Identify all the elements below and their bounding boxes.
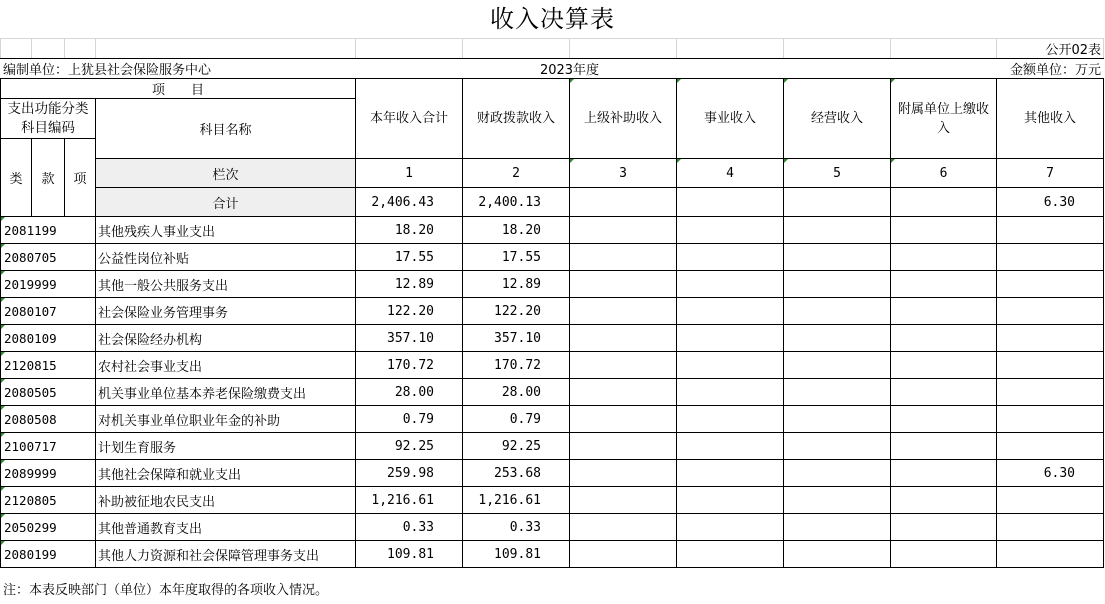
amount-cell: 122.20: [356, 298, 463, 325]
subject-name-header: 科目名称: [96, 99, 356, 159]
amount-cell: [677, 514, 784, 541]
amount-cell: [891, 298, 997, 325]
col-header-2: 财政拨款收入: [463, 79, 570, 159]
subject-code: 2100717: [1, 433, 96, 460]
amount-cell: [784, 514, 891, 541]
table-row: [1, 379, 1104, 406]
report-code: 公开02表: [997, 39, 1104, 59]
amount-cell: [570, 379, 677, 406]
subject-name: 社会保险业务管理事务: [96, 298, 356, 325]
amount-cell: [570, 271, 677, 298]
amount-cell: [891, 460, 997, 487]
amount-cell: [997, 379, 1104, 406]
amount-cell: 92.25: [356, 433, 463, 460]
amount-cell: [570, 514, 677, 541]
column-number: 5: [784, 159, 891, 188]
amount-cell: 92.25: [463, 433, 570, 460]
kuan-header: 款: [32, 139, 65, 217]
amount-cell: [784, 352, 891, 379]
table-row: [1, 541, 1104, 568]
subject-name: 公益性岗位补贴: [96, 244, 356, 271]
total-value: [784, 188, 891, 217]
footnote: 注：本表反映部门（单位）本年度取得的各项收入情况。: [3, 583, 329, 598]
subject-code: 2080109: [1, 325, 96, 352]
amount-cell: [570, 298, 677, 325]
amount-cell: [570, 460, 677, 487]
amount-cell: [677, 541, 784, 568]
amount-cell: [997, 298, 1104, 325]
amount-cell: [784, 298, 891, 325]
amount-cell: [784, 244, 891, 271]
subject-code: 2080505: [1, 379, 96, 406]
subject-name: 计划生育服务: [96, 433, 356, 460]
amount-cell: [570, 217, 677, 244]
subject-code: 2080107: [1, 298, 96, 325]
amount-cell: 12.89: [356, 271, 463, 298]
subject-code: 2050299: [1, 514, 96, 541]
amount-cell: [677, 271, 784, 298]
subject-name: 对机关事业单位职业年金的补助: [96, 406, 356, 433]
report-code-row: [1, 39, 1104, 59]
amount-cell: [570, 487, 677, 514]
amount-cell: [997, 271, 1104, 298]
amount-cell: 6.30: [997, 460, 1104, 487]
amount-cell: [997, 433, 1104, 460]
total-value: [891, 188, 997, 217]
amount-cell: [784, 217, 891, 244]
amount-cell: [784, 541, 891, 568]
subject-code: 2081199: [1, 217, 96, 244]
amount-cell: [677, 406, 784, 433]
func-code-header: 支出功能分类科目编码: [1, 99, 96, 139]
amount-cell: 0.79: [356, 406, 463, 433]
amount-cell: [891, 379, 997, 406]
amount-cell: [997, 325, 1104, 352]
table-row: [1, 487, 1104, 514]
amount-cell: [891, 244, 997, 271]
amount-cell: [677, 217, 784, 244]
amount-cell: [891, 487, 997, 514]
subject-code: 2120815: [1, 352, 96, 379]
amount-cell: [997, 541, 1104, 568]
amount-cell: [677, 325, 784, 352]
total-value: 6.30: [997, 188, 1104, 217]
table-row: [1, 244, 1104, 271]
subject-code: 2080705: [1, 244, 96, 271]
total-value: 2,400.13: [463, 188, 570, 217]
amount-cell: 253.68: [463, 460, 570, 487]
amount-cell: 109.81: [356, 541, 463, 568]
subject-name: 其他普通教育支出: [96, 514, 356, 541]
table-row: [1, 271, 1104, 298]
header-row-1: [1, 79, 1104, 99]
total-row: [1, 188, 1104, 217]
amount-cell: 18.20: [356, 217, 463, 244]
lei-header: 类: [1, 139, 32, 217]
subject-code: 2089999: [1, 460, 96, 487]
subject-name: 机关事业单位基本养老保险缴费支出: [96, 379, 356, 406]
table-row: [1, 298, 1104, 325]
amount-cell: [891, 406, 997, 433]
amount-cell: 28.00: [463, 379, 570, 406]
col-header-7: 其他收入: [997, 79, 1104, 159]
income-table: [0, 38, 1104, 568]
amount-cell: [891, 217, 997, 244]
amount-cell: 18.20: [463, 217, 570, 244]
amount-cell: [997, 514, 1104, 541]
amount-cell: 122.20: [463, 298, 570, 325]
amount-cell: [784, 460, 891, 487]
unit-row: [1, 59, 1104, 79]
amount-cell: [784, 487, 891, 514]
amount-cell: [784, 325, 891, 352]
amount-cell: 170.72: [463, 352, 570, 379]
amount-cell: [677, 433, 784, 460]
amount-cell: [997, 406, 1104, 433]
subject-name: 社会保险经办机构: [96, 325, 356, 352]
amount-cell: [570, 541, 677, 568]
amount-cell: [677, 352, 784, 379]
column-number: 4: [677, 159, 784, 188]
col-header-5: 经营收入: [784, 79, 891, 159]
total-value: 2,406.43: [356, 188, 463, 217]
amount-cell: [891, 352, 997, 379]
amount-cell: 357.10: [463, 325, 570, 352]
amount-cell: [784, 379, 891, 406]
amount-cell: [997, 352, 1104, 379]
amount-cell: [784, 433, 891, 460]
amount-cell: [570, 433, 677, 460]
subject-code: 2120805: [1, 487, 96, 514]
table-row: [1, 406, 1104, 433]
subject-name: 其他一般公共服务支出: [96, 271, 356, 298]
subject-code: 2080508: [1, 406, 96, 433]
amount-cell: 170.72: [356, 352, 463, 379]
amount-cell: [784, 406, 891, 433]
amount-cell: [677, 379, 784, 406]
subject-name: 其他残疾人事业支出: [96, 217, 356, 244]
table-title: 收入决算表: [490, 5, 615, 33]
subject-code: 2080199: [1, 541, 96, 568]
amount-cell: 28.00: [356, 379, 463, 406]
amount-unit: 金额单位：万元: [997, 59, 1104, 79]
column-number-row: [1, 159, 1104, 188]
amount-cell: 0.79: [463, 406, 570, 433]
amount-cell: 109.81: [463, 541, 570, 568]
col-header-4: 事业收入: [677, 79, 784, 159]
total-value: [677, 188, 784, 217]
amount-cell: [891, 271, 997, 298]
amount-cell: [570, 406, 677, 433]
amount-cell: [891, 325, 997, 352]
amount-cell: [677, 460, 784, 487]
amount-cell: 0.33: [463, 514, 570, 541]
amount-cell: [784, 271, 891, 298]
column-number: 3: [570, 159, 677, 188]
amount-cell: 259.98: [356, 460, 463, 487]
col-header-1: 本年收入合计: [356, 79, 463, 159]
amount-cell: [891, 433, 997, 460]
column-number: 1: [356, 159, 463, 188]
column-number-label: 栏次: [96, 159, 356, 188]
amount-cell: [570, 244, 677, 271]
xiang-header: 项: [65, 139, 96, 217]
amount-cell: 357.10: [356, 325, 463, 352]
amount-cell: [677, 298, 784, 325]
amount-cell: [677, 487, 784, 514]
amount-cell: 1,216.61: [463, 487, 570, 514]
column-number: 6: [891, 159, 997, 188]
amount-cell: 12.89: [463, 271, 570, 298]
table-row: [1, 433, 1104, 460]
col-header-3: 上级补助收入: [570, 79, 677, 159]
amount-cell: 17.55: [463, 244, 570, 271]
amount-cell: [570, 325, 677, 352]
amount-cell: 1,216.61: [356, 487, 463, 514]
amount-cell: [997, 244, 1104, 271]
table-row: [1, 352, 1104, 379]
amount-cell: [891, 541, 997, 568]
table-row: [1, 514, 1104, 541]
subject-name: 农村社会事业支出: [96, 352, 356, 379]
amount-cell: 0.33: [356, 514, 463, 541]
amount-cell: [570, 352, 677, 379]
compiling-unit: 编制单位：上犹县社会保险服务中心: [1, 59, 356, 79]
amount-cell: [997, 487, 1104, 514]
amount-cell: [891, 514, 997, 541]
table-row: [1, 217, 1104, 244]
total-value: [570, 188, 677, 217]
subject-name: 补助被征地农民支出: [96, 487, 356, 514]
item-group-header: 项 目: [1, 79, 356, 99]
report-year: 2023年度: [463, 59, 677, 79]
subject-name: 其他社会保障和就业支出: [96, 460, 356, 487]
subject-name: 其他人力资源和社会保障管理事务支出: [96, 541, 356, 568]
total-label: 合计: [96, 188, 356, 217]
col-header-6: 附属单位上缴收入: [891, 79, 997, 159]
amount-cell: 17.55: [356, 244, 463, 271]
amount-cell: [677, 244, 784, 271]
table-row: [1, 460, 1104, 487]
column-number: 2: [463, 159, 570, 188]
table-row: [1, 325, 1104, 352]
subject-code: 2019999: [1, 271, 96, 298]
amount-cell: [997, 217, 1104, 244]
column-number: 7: [997, 159, 1104, 188]
